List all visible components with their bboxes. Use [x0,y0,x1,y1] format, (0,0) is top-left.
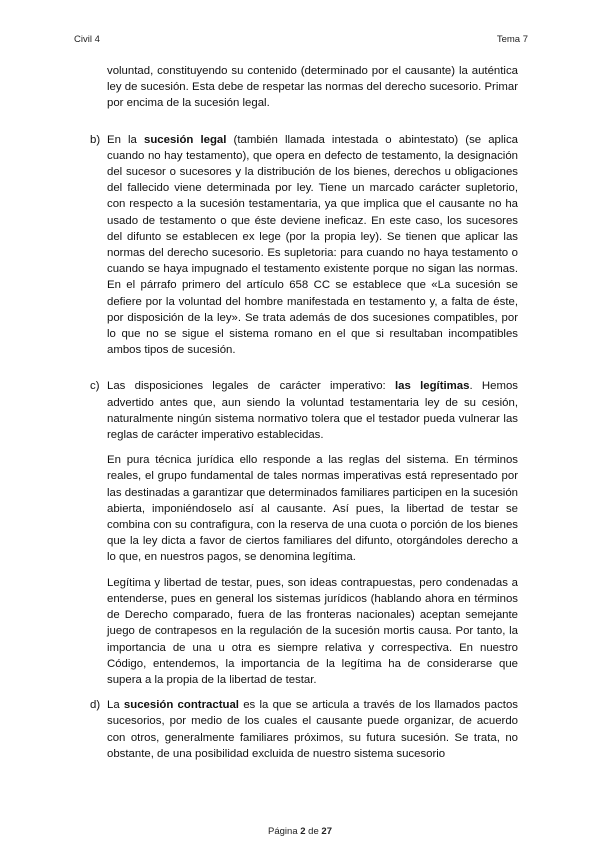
term-sucesion-legal: sucesión legal [144,133,227,146]
list-marker: c) [90,380,100,393]
intro-paragraph: voluntad, constituyendo su contenido (determinado por el causante) la auténtica ley de sucesión. Esta debe de respetar las normas del derecho sucesorio. Primar por encima de la sucesión legal. [107,65,518,110]
header-topic: Tema 7 [496,34,528,45]
item-c-text: Las disposiciones legales de carácter imperativo: las legítimas. Hemos advertido antes que, aun siendo la voluntad testamentaria ley de su cesión, naturalmente ningún sistema normativo tolera que el testador pueda vulnerar las reglas de carácter imperativo establecidas. [107,380,518,442]
total-pages: 27 [321,826,332,837]
term-legitimas: las legítimas [394,380,470,393]
list-item-b [90,132,518,359]
list-item-c [90,378,518,688]
item-d-text: La sucesión contractual es la que se articula a través de los llamados pactos sucesorios, por medio de los cuales el causante puede organizar, de acuerdo con otros, generalmente familiares próximos, su futura sucesión. Se trata, no obstante, de una posibilidad excluida de nuestro sistema sucesorio [107,699,518,760]
page-footer: Página 2 de 27 [268,826,332,837]
header-course: Civil 4 [74,34,100,45]
list-marker: b) [90,133,101,146]
page-body [90,63,518,762]
list-marker: d) [90,699,101,712]
current-page-number: 2 [300,826,306,837]
item-b-text: En la sucesión legal (también llamada intestada o abintestato) (se aplica cuando no hay testamento), que opera en defecto de testamento, la designación del sucesor o sucesores y la distribución de los bienes, derechos u obligaciones del fallecido viene determinada por ley. Tiene un marcado carácter supletorio, con respecto a la sucesión testamentaria, ya que implica que el causante no ha usado de testamento o que éste deviene ineficaz. En este caso, los sucesores del difunto se establecen ex lege (por la propia ley). Se tienen que aplicar las normas del derecho sucesorio. Es supletoria: para cuando no haya testamento o cuando se haya impugnado el testamento existente porque no sigan las normas. En el párrafo primero del artículo 658 CC se establece que «La sucesión se defiere por la voluntad del hombre manifestada en testamento y, a falta de éste, por disposición de la ley». Se trata además de dos sucesiones compatibles, por lo que no se sigue el sistema romano en el que si resultaban incompatibles ambos tipos de sucesión. [107,133,518,357]
term-sucesion-contractual: sucesión contractual [123,699,239,712]
list-item-d [90,697,518,762]
item-c-paragraph-3: Legítima y libertad de testar, pues, son ideas contrapuestas, pero condenadas a entenderse, pues en general los sistemas jurídicos (hablando ahora en términos de Derecho comparado, fuera de las fronteras nacionales) aceptan semejante juego de contrapesos en la regulación de la sucesión mortis causa. Por tanto, la importancia de una u otra es siempre relativa y correspectiva. En nuestro Código, entendemos, la importancia de la legítima ha de considerarse que supera a la propia de la libertad de testar. [107,576,518,686]
item-c-paragraph-2: En pura técnica jurídica ello responde a las reglas del sistema. En términos reales, el grupo fundamental de tales normas imperativas está representado por las destinadas a garantizar que determinados familiares participen en la sucesión abierta, imponiéndoselo así al causante. Así pues, la libertad de testar se combina con su contrafigura, con la reserva de una cuota o porción de los bienes que la ley dicta a favor de ciertos familiares del difunto, otorgándoles derecho a lo que, en nuestros pagos, se denomina legítima. [107,454,518,564]
